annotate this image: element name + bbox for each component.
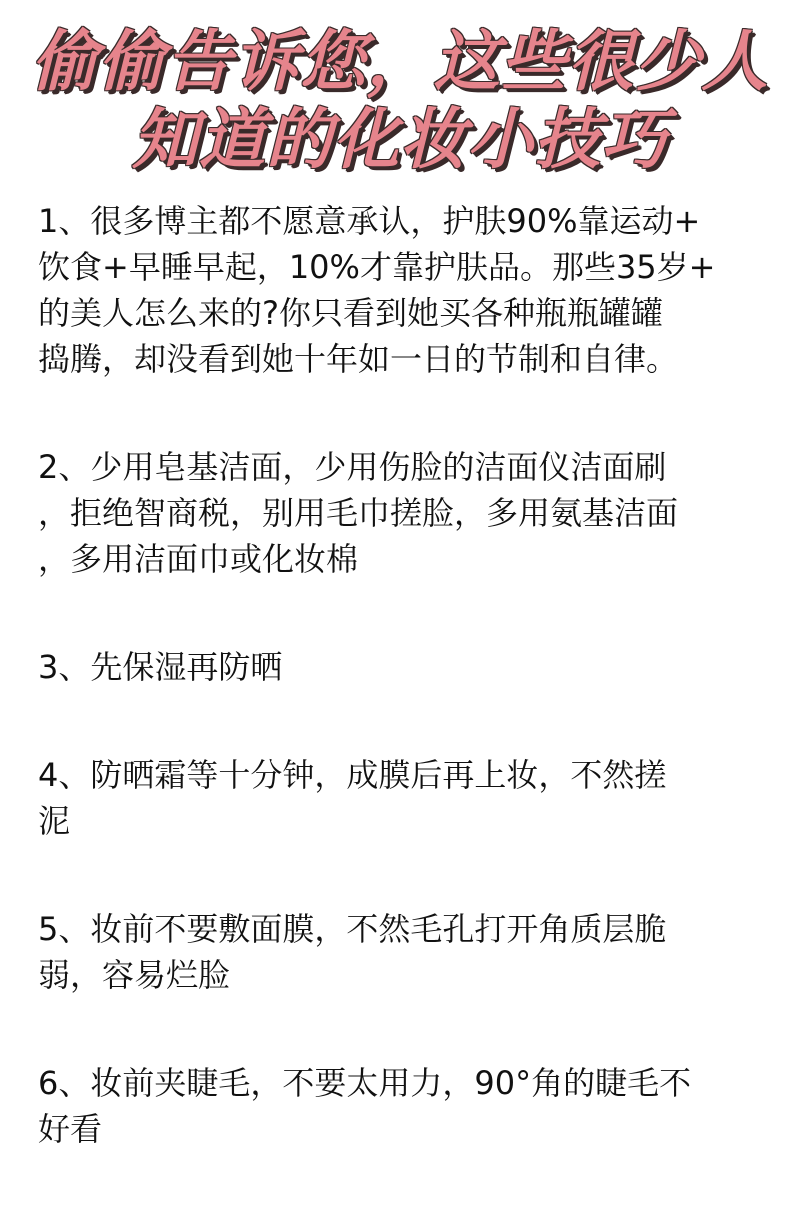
tip-line: 好看 <box>38 1110 103 1148</box>
tips-list <box>38 198 773 1214</box>
tip-line: 2、少用皂基洁面，少用伤脸的洁面仪洁面刷 <box>38 448 667 486</box>
tip-3 <box>38 644 773 690</box>
tip-line: 的美人怎么来的?你只看到她买各种瓶瓶罐罐 <box>38 294 663 332</box>
tip-line: 泥 <box>38 802 71 840</box>
tip-line: ，拒绝智商税，别用毛巾搓脸，多用氨基洁面 <box>38 494 679 532</box>
tip-line: 弱，容易烂脸 <box>38 956 231 994</box>
tip-line: 捣腾，却没看到她十年如一日的节制和自律。 <box>38 340 679 378</box>
page-title-line-2: 知道的化妆小技巧 <box>132 101 668 178</box>
tip-line: 6、妆前夹睫毛，不要太用力，90°角的睫毛不 <box>38 1064 692 1102</box>
tip-line: 4、防晒霜等十分钟，成膜后再上妆，不然搓 <box>38 756 667 794</box>
tip-line: 1、很多博主都不愿意承认，护肤90%靠运动+ <box>38 202 701 240</box>
tip-4 <box>38 752 773 844</box>
tip-line: 3、先保湿再防晒 <box>38 648 283 686</box>
tip-1 <box>38 198 773 382</box>
tip-6 <box>38 1060 773 1152</box>
tip-line: ，多用洁面巾或化妆棉 <box>38 540 359 578</box>
tip-line: 5、妆前不要敷面膜，不然毛孔打开角质层脆 <box>38 910 667 948</box>
tip-2 <box>38 444 773 582</box>
tip-line: 饮食+早睡早起，10%才靠护肤品。那些35岁+ <box>38 248 716 286</box>
tip-5 <box>38 906 773 998</box>
page-title-line-1: 偷偷告诉您，这些很少人 <box>31 23 769 100</box>
